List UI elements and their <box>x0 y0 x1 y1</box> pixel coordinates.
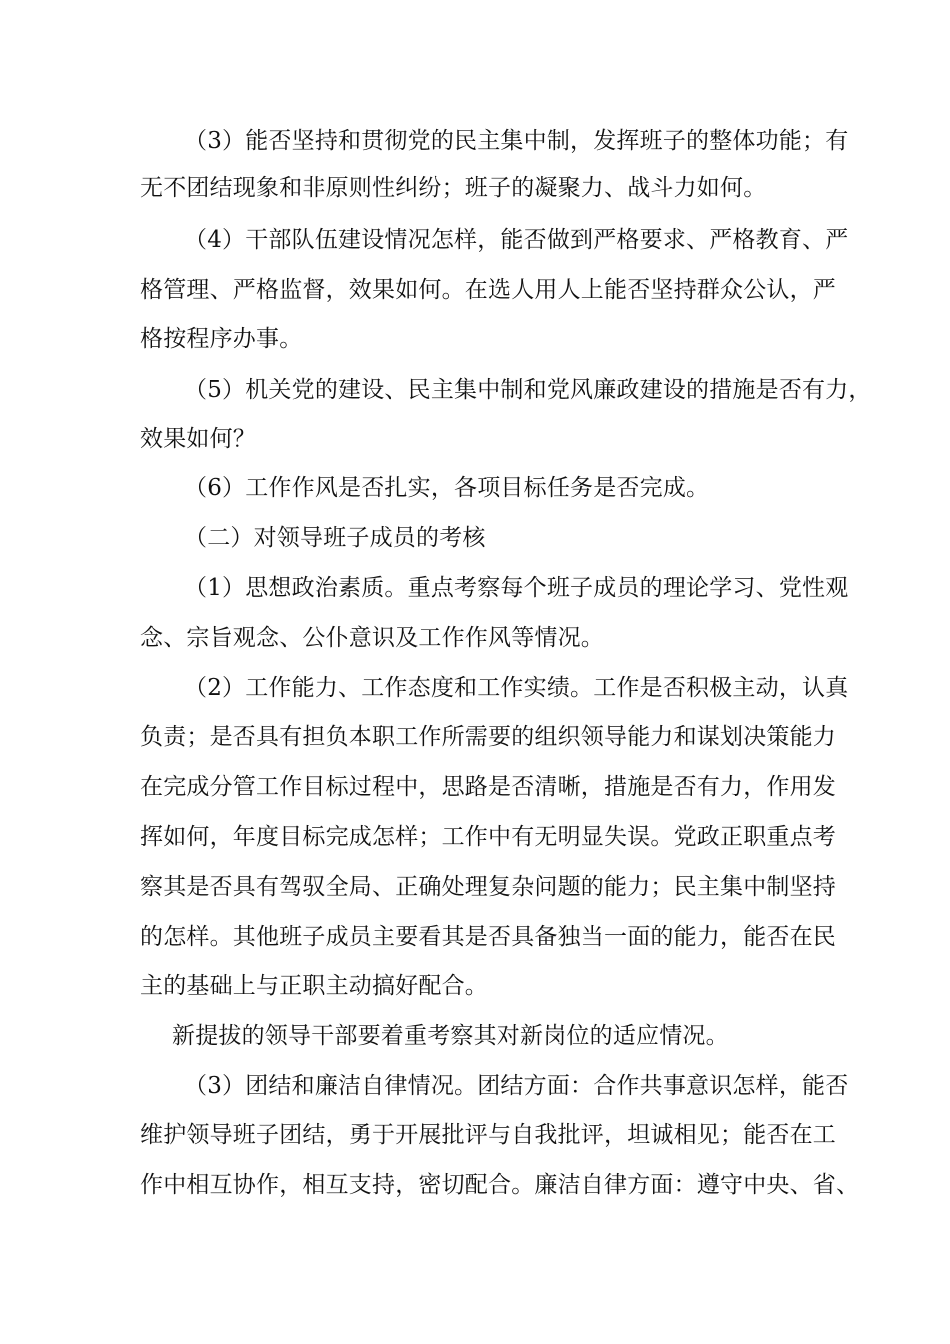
paragraph-line: 效果如何？ <box>140 426 256 452</box>
paragraph-line: （5）机关党的建设、民主集中制和党风廉政建设的措施是否有力， <box>184 377 872 403</box>
paragraph-line: 格按程序办事。 <box>140 326 303 352</box>
paragraph-line: 格管理、严格监督，效果如何。在选人用人上能否坚持群众公认，严 <box>140 277 836 303</box>
paragraph-line: （3）团结和廉洁自律情况。团结方面：合作共事意识怎样，能否 <box>184 1073 849 1099</box>
paragraph-line: （3）能否坚持和贯彻党的民主集中制，发挥班子的整体功能；有 <box>184 128 849 154</box>
paragraph-line: （6）工作作风是否扎实，各项目标任务是否完成。 <box>184 475 710 501</box>
paragraph-line: 维护领导班子团结，勇于开展批评与自我批评，坦诚相见；能否在工 <box>140 1122 836 1148</box>
paragraph-line: （4）干部队伍建设情况怎样，能否做到严格要求、严格教育、严 <box>184 227 849 253</box>
section-heading: （二）对领导班子成员的考核 <box>184 525 486 551</box>
paragraph-line: 作中相互协作，相互支持，密切配合。廉洁自律方面：遵守中央、省、 <box>140 1172 860 1198</box>
paragraph-line: 负责；是否具有担负本职工作所需要的组织领导能力和谋划决策能力 <box>140 724 836 750</box>
paragraph-line: 主的基础上与正职主动搞好配合。 <box>140 973 488 999</box>
paragraph-line: 察其是否具有驾驭全局、正确处理复杂问题的能力；民主集中制坚持 <box>140 874 836 900</box>
paragraph-line: （1）思想政治素质。重点考察每个班子成员的理论学习、党性观 <box>184 575 849 601</box>
paragraph-line: 的怎样。其他班子成员主要看其是否具备独当一面的能力，能否在民 <box>140 924 836 950</box>
paragraph-line: 在完成分管工作目标过程中，思路是否清晰，措施是否有力，作用发 <box>140 774 836 800</box>
paragraph-line: （2）工作能力、工作态度和工作实绩。工作是否积极主动，认真 <box>184 675 849 701</box>
paragraph-line: 念、宗旨观念、公仆意识及工作作风等情况。 <box>140 625 604 651</box>
paragraph-line: 挥如何，年度目标完成怎样；工作中有无明显失误。党政正职重点考 <box>140 824 836 850</box>
paragraph-line: 新提拔的领导干部要着重考察其对新岗位的适应情况。 <box>172 1023 729 1049</box>
paragraph-line: 无不团结现象和非原则性纠纷；班子的凝聚力、战斗力如何。 <box>140 175 767 201</box>
